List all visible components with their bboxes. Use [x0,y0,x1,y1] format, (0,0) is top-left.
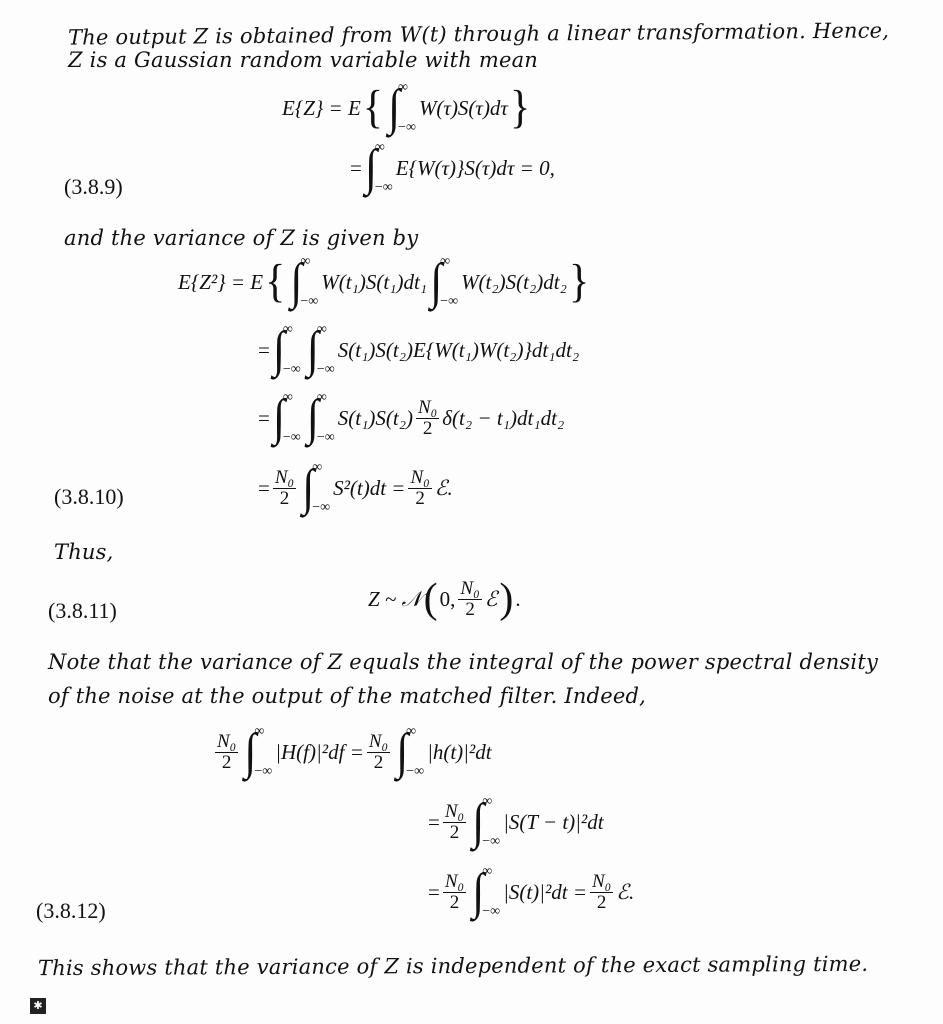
equals-sign: = [258,405,270,430]
right-brace: } [568,256,590,308]
eq-number-3-8-12: (3.8.12) [36,898,106,923]
integral: ∫ ∞ −∞ [472,863,501,920]
integral: ∫ ∞ −∞ [472,793,501,850]
eq11-lhs: Z ~ 𝒩 [368,586,422,611]
equals-sign: = [428,809,440,834]
paragraph-1-line-2: Z is a Gaussian random variable with mean [68,48,539,72]
equals-sign: = [350,155,362,180]
eq-3-8-11 [368,578,521,620]
eq-3-8-10-line-4 [258,460,453,516]
eq10-line3-integrand-b: δ(t₂ − t₁)dt₁dt₂ [442,405,565,430]
paragraph-4-line-2: of the noise at the output of the matched filter. Indeed, [48,684,646,708]
eq10-line2-integrand: S(t₁)S(t₂)E{W(t₁)W(t₂)}dt₁dt₂ [337,337,580,362]
eq11-zero: 0, [439,586,456,611]
eq-3-8-9-line-1 [282,80,532,136]
eq-number-3-8-10: (3.8.10) [54,484,124,509]
equals-sign: = [258,475,270,500]
eq-number-3-8-9: (3.8.9) [64,174,123,199]
integral: ∫ ∞ −∞ [364,139,393,196]
energy-symbol: ℰ. [616,879,635,904]
fraction-n0-over-2: $\frac{\text{N₀}}{2}$ [444,800,465,843]
integral: ∫ ∞ −∞ [272,389,301,446]
right-brace: } [509,82,531,134]
eq10-line3-integrand-a: S(t₁)S(t₂) [337,405,413,430]
fraction-n0-over-2: $\frac{\text{N₀}}{2}$ [368,730,389,773]
fraction-n0-over-2: $\frac{\text{N₀}}{2}$ [217,730,237,773]
left-paren: ( [423,576,438,622]
equals-sign: = [258,337,270,362]
integral: ∫ ∞ −∞ [387,79,416,136]
eq9-lhs: E{Z} = E [282,95,361,120]
energy-symbol: ℰ [484,586,498,611]
eq10-line4-integrand: S²(t)dt = [333,475,406,500]
eq12-line1-integrand: |H(f)|²df = [275,739,364,764]
eq10-integrand-1: W(t₁)S(t₁)dt₁ [321,269,428,294]
eq-3-8-10-line-1 [178,254,591,310]
integral: ∫ ∞ −∞ [302,459,331,516]
fraction-n0-over-2: $\frac{\text{N₀}}{2}$ [444,870,465,913]
eq9-line2-integrand: E{W(τ)}S(τ)dτ = 0, [395,155,555,180]
eq12-line1-integrand-2: |h(t)|²dt [427,739,492,764]
scanner-watermark-icon: ✱ [30,998,46,1014]
paragraph-1-line-1: The output Z is obtained from W(t) through a linear transformation. Hence, [67,18,890,50]
eq9-integrand: W(τ)S(τ)dτ [418,95,508,120]
eq10-lhs: E{Z²} = E [178,269,264,294]
fraction-n0-over-2: $\frac{\text{N₀}}{2}$ [460,577,480,620]
integral: ∫ ∞ −∞ [306,389,335,446]
integral: ∫ ∞ −∞ [396,723,425,780]
right-paren: ) [499,576,514,622]
fraction-n0-over-2: $\frac{\text{N₀}}{2}$ [418,396,438,439]
paragraph-2: and the variance of Z is given by [64,226,419,250]
integral: ∫ ∞ −∞ [306,321,335,378]
fraction-n0-over-2: $\frac{\text{N₀}}{2}$ [274,466,295,509]
eq10-integrand-2: W(t₂)S(t₂)dt₂ [461,269,567,294]
paragraph-5: This shows that the variance of Z is independent of the exact sampling time. [37,951,869,981]
energy-symbol: ℰ. [434,475,453,500]
left-brace: { [265,256,286,308]
eq-3-8-12-line-1 [212,724,492,780]
integral: ∫ ∞ −∞ [430,253,459,310]
fraction-n0-over-2: $\frac{\text{N₀}}{2}$ [410,466,430,509]
equals-sign: = [428,879,440,904]
eq-3-8-12-line-2 [428,794,604,850]
paragraph-3: Thus, [54,540,114,564]
period: . [515,586,521,611]
paragraph-4-line-1: Note that the variance of Z equals the integral of the power spectral density [48,650,879,674]
eq-3-8-9-line-2 [350,140,555,196]
integral: ∫ ∞ −∞ [244,723,273,780]
eq12-line3-integrand: |S(t)|²dt = [503,879,587,904]
eq-3-8-12-line-3 [428,864,634,920]
eq-3-8-10-line-3 [258,390,564,446]
fraction-n0-over-2: $\frac{\text{N₀}}{2}$ [592,870,612,913]
eq12-line2-integrand: |S(T − t)|²dt [503,809,604,834]
integral: ∫ ∞ −∞ [290,253,319,310]
left-brace: { [362,82,383,134]
eq-3-8-10-line-2 [258,322,579,378]
integral: ∫ ∞ −∞ [272,321,301,378]
eq-number-3-8-11: (3.8.11) [48,598,117,623]
